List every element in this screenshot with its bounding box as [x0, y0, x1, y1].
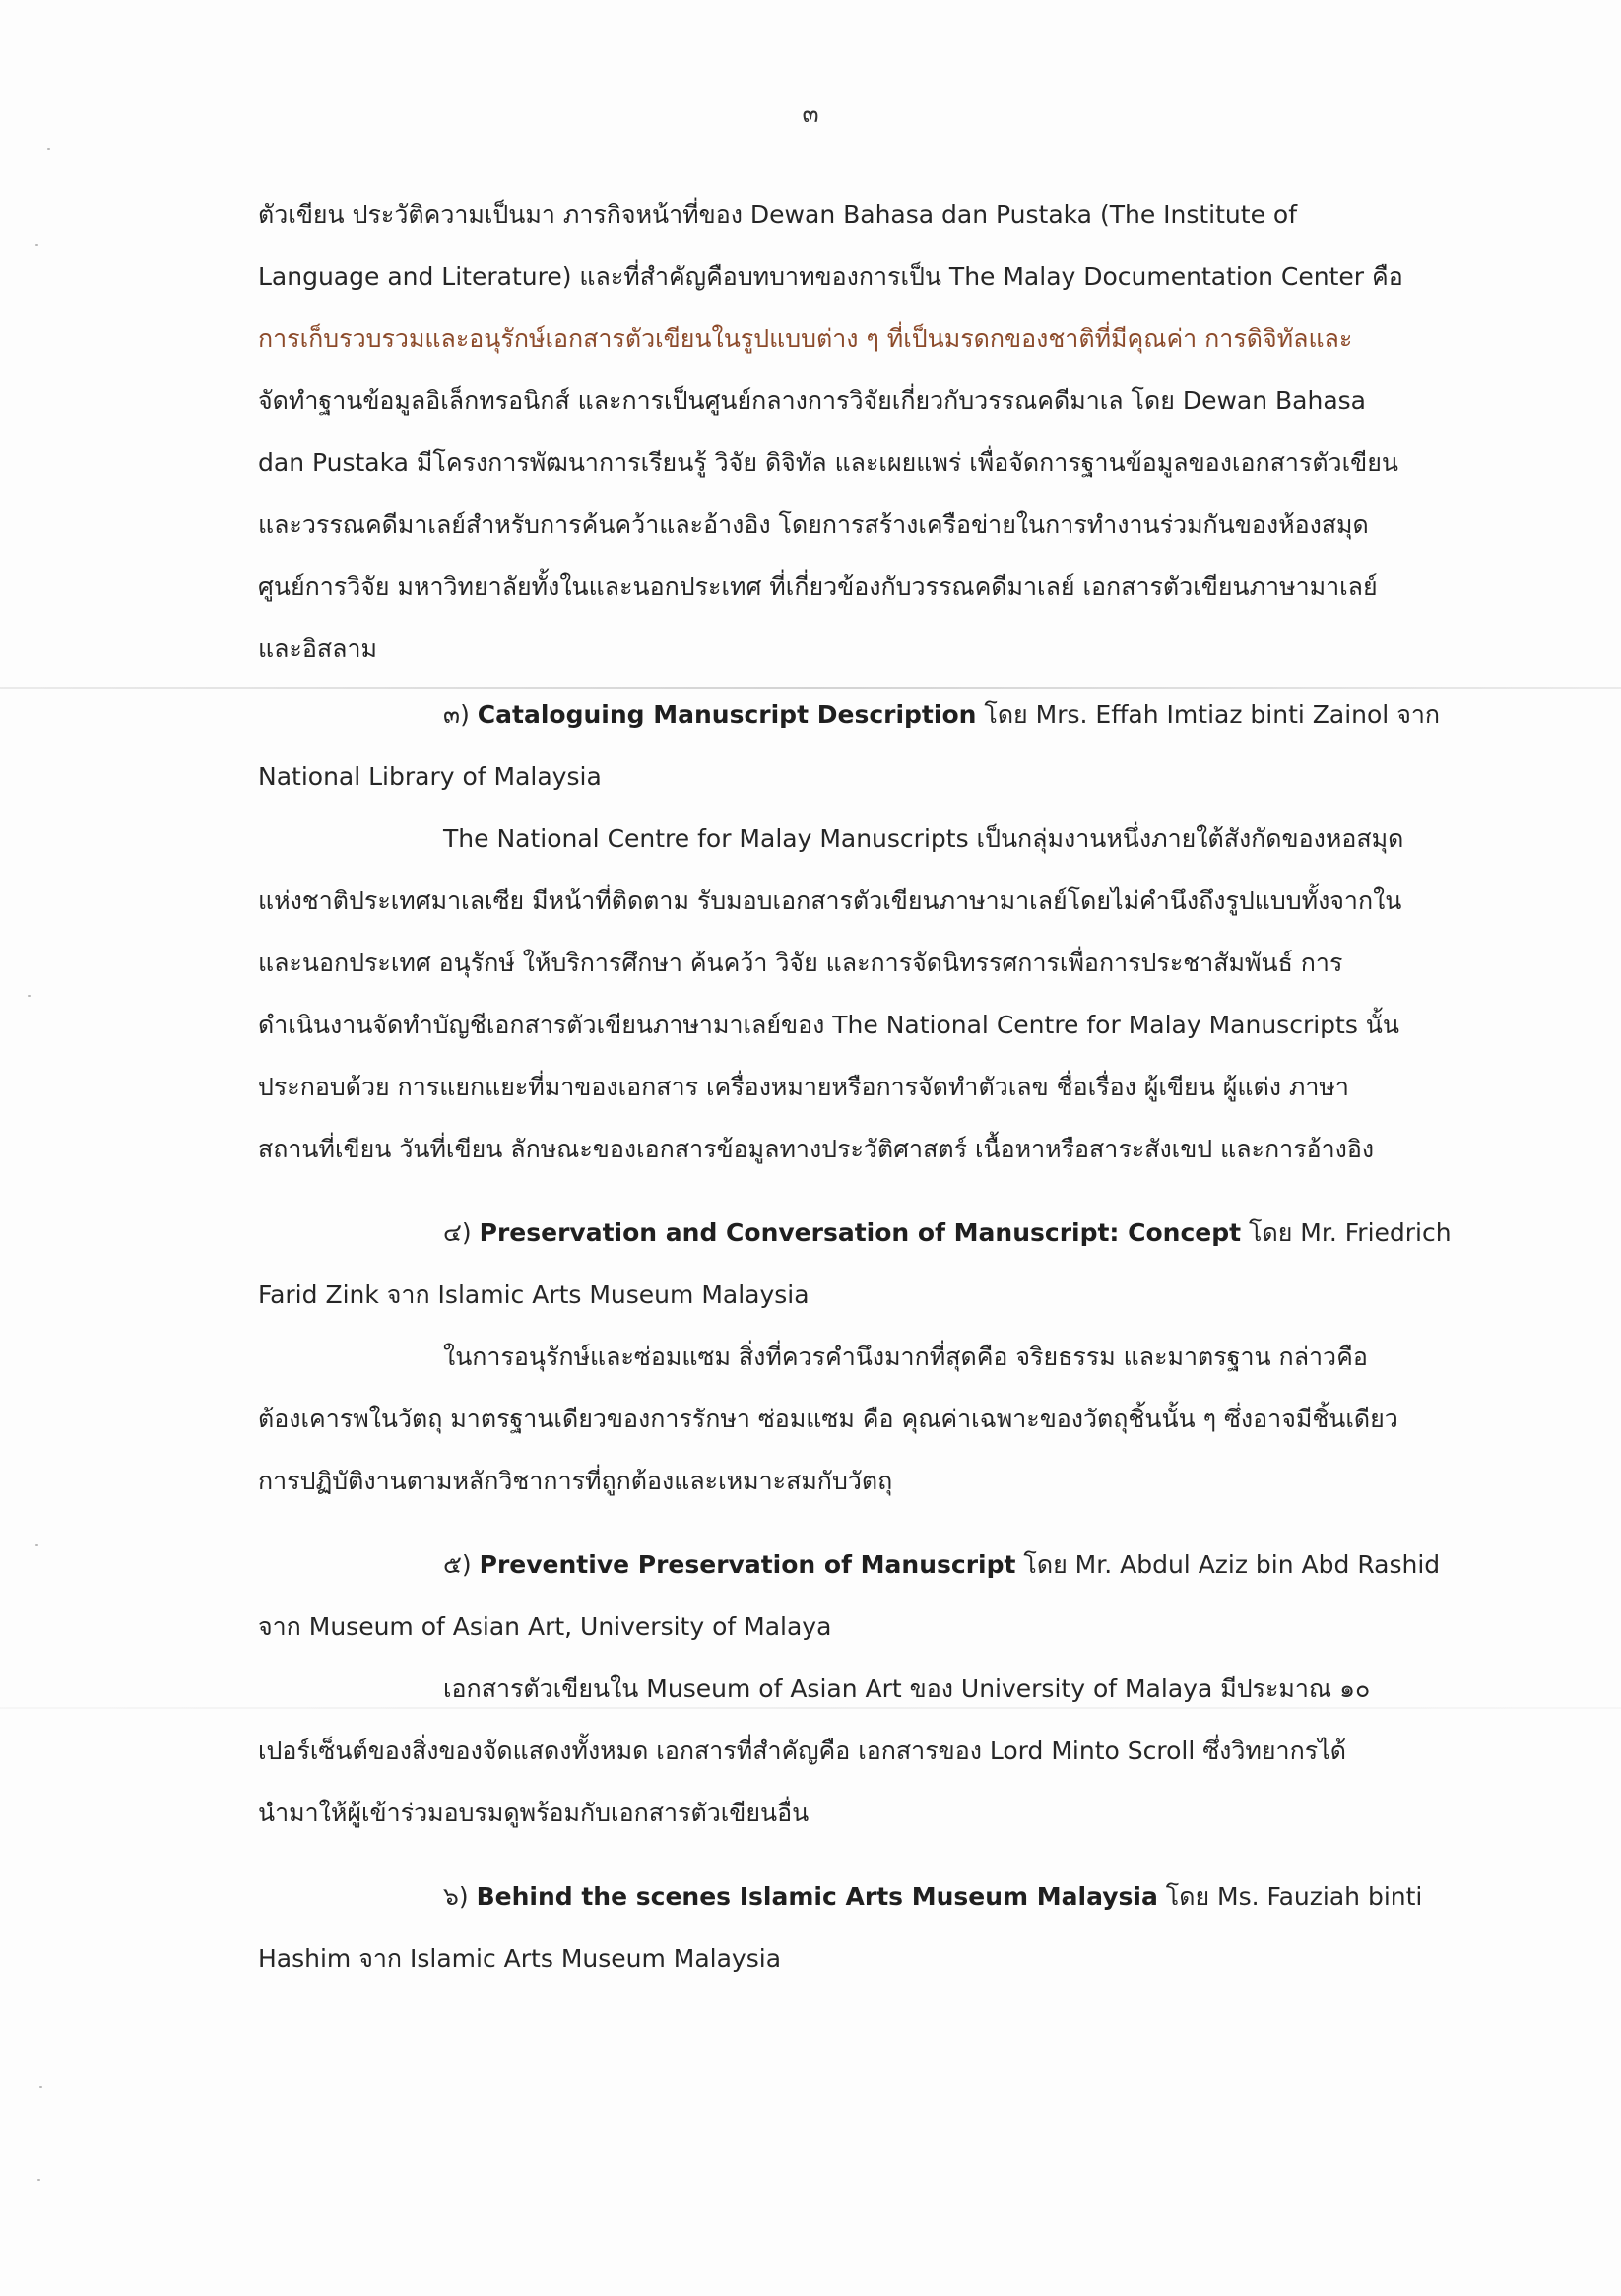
text-line: The National Centre for Malay Manuscripts เป็นกลุ่มงานหนึ่งภายใต้สังกัดของหอสมุด: [443, 824, 1404, 853]
text-line: การปฏิบัติงานตามหลักวิชาการที่ถูกต้องและเหมาะสมกับวัตถุ: [258, 1467, 893, 1495]
section-number: ๕): [443, 1550, 472, 1579]
scan-speck: [28, 995, 31, 997]
section-speaker-cont: จาก Museum of Asian Art, University of Malaya: [258, 1612, 832, 1641]
section-4: [258, 1202, 1452, 1512]
section-heading: [258, 1202, 1452, 1264]
text-line: สถานที่เขียน วันที่เขียน ลักษณะของเอกสารข้อมูลทางประวัติศาสตร์ เนื้อหาหรือสาระสังเขป และการอ้างอิง: [258, 1135, 1375, 1163]
scan-speck: [47, 148, 50, 150]
section-title: Preservation and Conversation of Manuscript: Concept: [479, 1218, 1242, 1247]
text-line: ตัวเขียน ประวัติความเป็นมา ภารกิจหน้าที่ของ Dewan Bahasa dan Pustaka (The Institute of: [258, 200, 1298, 229]
text-line: ต้องเคารพในวัตถุ มาตรฐานเดียวของการรักษา ซ่อมแซม คือ คุณค่าเฉพาะของวัตถุชิ้นนั้น ๆ ซึ่งอาจมีชิ้นเดียว: [258, 1405, 1398, 1433]
text-line: dan Pustaka มีโครงการพัฒนาการเรียนรู้ วิจัย ดิจิทัล และเผยแพร่ เพื่อจัดการฐานข้อมูลของเอกสารตัวเขียน: [258, 448, 1398, 477]
scan-speck: [39, 2086, 42, 2088]
section-speaker: โดย Mr. Friedrich: [1249, 1218, 1452, 1247]
scan-speck: [35, 244, 38, 246]
section-heading: [258, 1534, 1441, 1596]
highlighted-text-line: การเก็บรวบรวมและอนุรักษ์เอกสารตัวเขียนในรูปแบบต่าง ๆ ที่เป็นมรดกของชาติที่มีคุณค่า การดิจิทัลและ: [258, 324, 1353, 353]
section-5: [258, 1534, 1441, 1844]
section-number: ๓): [443, 700, 470, 729]
section-heading: [258, 1866, 1423, 1928]
section-3: [258, 684, 1441, 1180]
spacer: [258, 1844, 1396, 1866]
section-title: Cataloguing Manuscript Description: [477, 700, 977, 729]
text-line: Language and Literature) และที่สำคัญคือบทบาทของการเป็น The Malay Documentation Center คือ: [258, 262, 1403, 291]
text-line: และวรรณคดีมาเลย์สำหรับการค้นคว้าและอ้างอิง โดยการสร้างเครือข่ายในการทำงานร่วมกันของห้องสมุด: [258, 510, 1369, 539]
section-speaker-cont: Farid Zink จาก Islamic Arts Museum Malaysia: [258, 1280, 810, 1309]
text-line: ประกอบด้วย การแยกแยะที่มาของเอกสาร เครื่องหมายหรือการจัดทำตัวเลข ชื่อเรื่อง ผู้เขียน ผู้แต่ง ภาษา: [258, 1073, 1349, 1101]
text-line: จัดทำฐานข้อมูลอิเล็กทรอนิกส์ และการเป็นศูนย์กลางการวิจัยเกี่ยวกับวรรณคดีมาเล โดย Dewan Bahasa: [258, 386, 1366, 415]
section-number: ๖): [443, 1882, 469, 1911]
section-title: Preventive Preservation of Manuscript: [479, 1550, 1016, 1579]
section-speaker: โดย Mrs. Effah Imtiaz binti Zainol จาก: [984, 700, 1441, 729]
section-speaker: โดย Ms. Fauziah binti: [1165, 1882, 1423, 1911]
page-number: ๓: [802, 99, 819, 128]
section-6: [258, 1866, 1423, 1990]
text-line: นำมาให้ผู้เข้าร่วมอบรมดูพร้อมกับเอกสารตัวเขียนอื่น: [258, 1799, 810, 1827]
text-line: เปอร์เซ็นต์ของสิ่งของจัดแสดงทั้งหมด เอกสารที่สำคัญคือ เอกสารของ Lord Minto Scroll ซึ่งวิทยากรได้: [258, 1737, 1346, 1765]
section-number: ๔): [443, 1218, 472, 1247]
spacer: [258, 1180, 1396, 1202]
text-line: แห่งชาติประเทศมาเลเซีย มีหน้าที่ติดตาม รับมอบเอกสารตัวเขียนภาษามาเลย์โดยไม่คำนึงถึงรูปแบบทั้งจากใน: [258, 886, 1402, 915]
scan-speck: [35, 1544, 38, 1546]
document-body: [258, 183, 1452, 1990]
section-title: Behind the scenes Islamic Arts Museum Malaysia: [476, 1882, 1158, 1911]
text-line: ดำเนินงานจัดทำบัญชีเอกสารตัวเขียนภาษามาเลย์ของ The National Centre for Malay Manuscripts นั้น: [258, 1011, 1399, 1039]
spacer: [258, 1512, 1396, 1534]
text-line: ในการอนุรักษ์และซ่อมแซม สิ่งที่ควรคำนึงมากที่สุดคือ จริยธรรม และมาตรฐาน กล่าวคือ: [443, 1343, 1368, 1371]
text-line: และอิสลาม: [258, 634, 377, 663]
scan-speck: [37, 2179, 40, 2181]
section-speaker-cont: National Library of Malaysia: [258, 762, 602, 791]
intro-paragraph: [258, 183, 1403, 680]
text-line: ศูนย์การวิจัย มหาวิทยาลัยทั้งในและนอกประเทศ ที่เกี่ยวข้องกับวรรณคดีมาเลย์ เอกสารตัวเขียนภาษามาเลย์: [258, 572, 1378, 601]
text-line: และนอกประเทศ อนุรักษ์ ให้บริการศึกษา ค้นคว้า วิจัย และการจัดนิทรรศการเพื่อการประชาสัมพันธ์ การ: [258, 949, 1343, 977]
section-speaker: โดย Mr. Abdul Aziz bin Abd Rashid: [1023, 1550, 1441, 1579]
text-line: เอกสารตัวเขียนใน Museum of Asian Art ของ University of Malaya มีประมาณ ๑๐: [443, 1674, 1371, 1703]
section-speaker-cont: Hashim จาก Islamic Arts Museum Malaysia: [258, 1944, 782, 1973]
section-heading: [258, 684, 1441, 746]
